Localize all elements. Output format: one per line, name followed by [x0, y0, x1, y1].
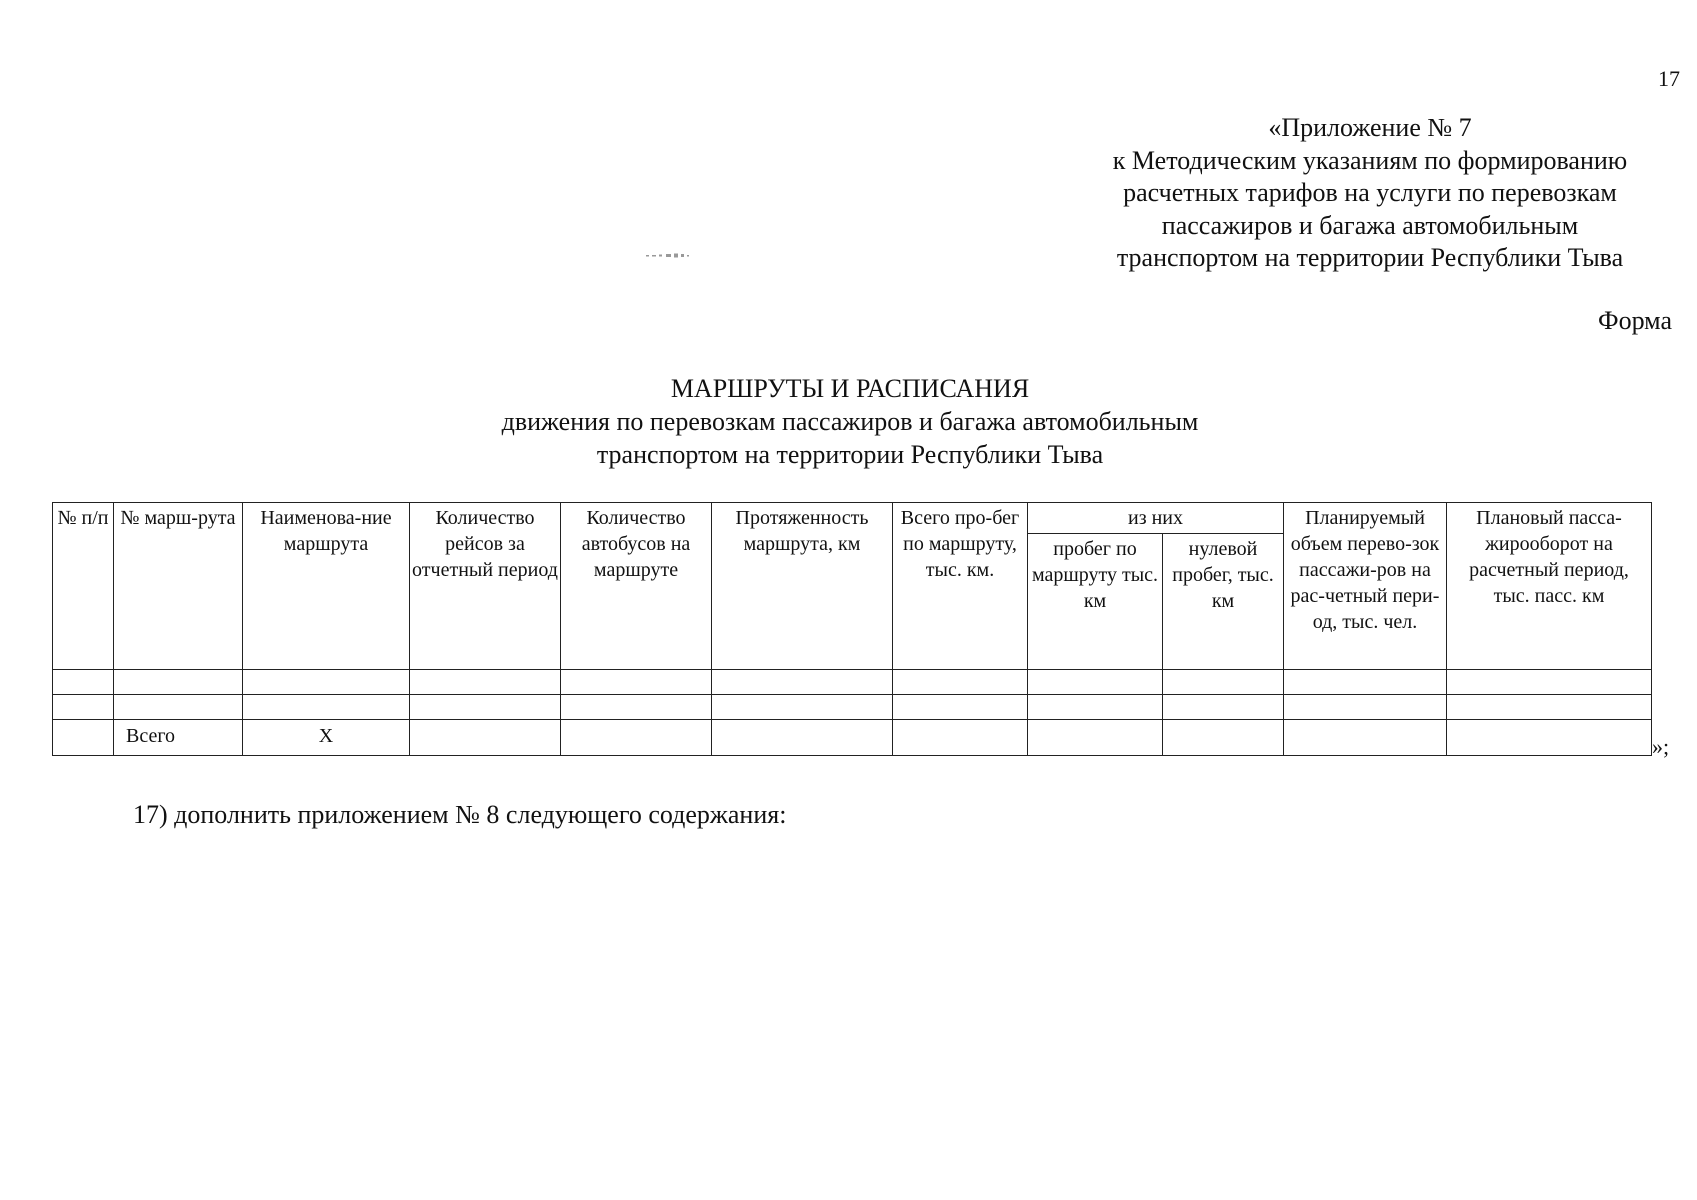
header-trips: Количество рейсов за отчетный период	[410, 503, 561, 670]
header-total-mileage: Всего про-бег по маршруту, тыс. км.	[893, 503, 1028, 670]
title-line: транспортом на территории Республики Тыва	[596, 440, 1104, 469]
header-zero-mileage: нулевой пробег, тыс. км	[1163, 534, 1284, 670]
header-buses: Количество автобусов на маршруте	[561, 503, 712, 670]
table-row	[53, 695, 1652, 720]
header-route-name: Наименова-ние маршрута	[243, 503, 410, 670]
closing-quote: »;	[1652, 734, 1670, 759]
header-planned-volume: Планируемый объем перево-зок пассажи-ров на рас-четный пери-од, тыс. чел.	[1284, 503, 1447, 670]
form-label: Форма	[1598, 306, 1672, 335]
appendix-line: транспортом на территории Республики Тыва	[1116, 243, 1624, 272]
header-route-no: № марш-рута	[114, 503, 243, 670]
table-row	[53, 670, 1652, 695]
total-label: Всего	[114, 720, 243, 756]
scan-artifact	[646, 252, 716, 260]
appendix-line: пассажиров и багажа автомобильным	[1161, 210, 1579, 240]
page-number: 17	[1658, 66, 1680, 91]
header-route-mileage: пробег по маршруту тыс. км	[1028, 534, 1163, 670]
appendix-line: «Приложение № 7	[1268, 113, 1472, 142]
appendix-line: расчетных тарифов на услуги по перевозкам	[1123, 178, 1617, 207]
routes-table	[52, 502, 1652, 756]
header-planned-turnover: Плановый пасса-жирооборот на расчетный период, тыс. пасс. км	[1447, 503, 1652, 670]
header-num: № п/п	[53, 503, 114, 670]
appendix-reference	[1060, 112, 1680, 275]
header-length: Протяженность маршрута, км	[712, 503, 893, 670]
header-of-which: из них	[1028, 503, 1284, 534]
document-title	[400, 372, 1300, 471]
total-row	[53, 720, 1652, 756]
amendment-instruction: 17) дополнить приложением № 8 следующего содержания:	[133, 800, 787, 829]
title-line: движения по перевозкам пассажиров и багажа автомобильным	[501, 407, 1199, 436]
title-main: МАРШРУТЫ И РАСПИСАНИЯ	[670, 374, 1030, 403]
total-name-value: X	[243, 720, 410, 756]
appendix-line: к Методическим указаниям по формированию	[1112, 145, 1628, 175]
